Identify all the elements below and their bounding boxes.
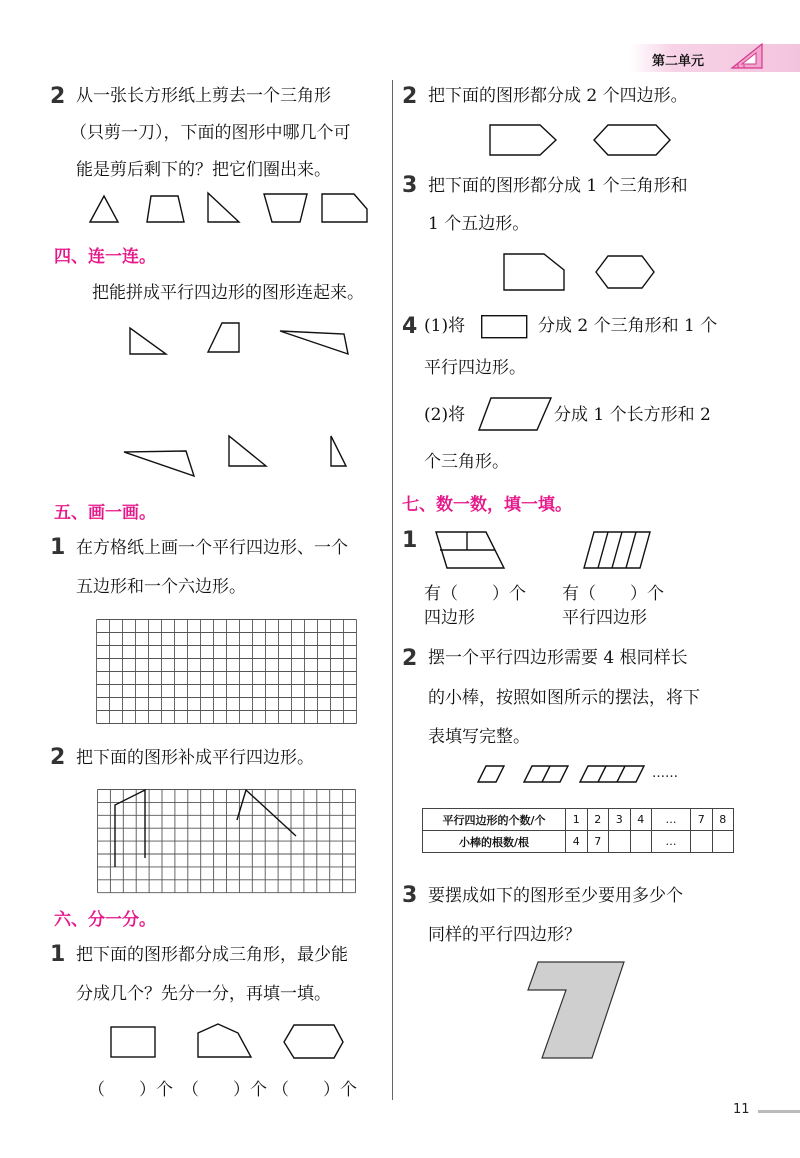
question-number: 2	[50, 745, 66, 770]
question-text: 个三角形。	[424, 452, 509, 472]
table-cell: 7	[587, 831, 609, 853]
table-cell: …	[652, 809, 691, 831]
question-text: 把下面的图形都分成三角形，最少能	[76, 945, 348, 965]
question-number: 2	[402, 84, 418, 109]
question-text: 五边形和一个六边形。	[76, 577, 246, 597]
table-cell: …	[652, 831, 691, 853]
row-header: 小棒的根数/根	[423, 831, 566, 853]
question-text: 分成 2 个三角形和 1 个	[538, 316, 718, 336]
table-cell: 1	[566, 809, 588, 831]
table-cell: 2	[587, 809, 609, 831]
question-text: (2)将	[424, 405, 466, 425]
question-text: 分成几个？先分一分，再填一填。	[76, 984, 331, 1004]
section-title: 七、数一数，填一填。	[402, 495, 572, 515]
footer-line	[758, 1110, 800, 1113]
question-text: 把下面的图形都分成 1 个三角形和	[428, 176, 688, 196]
question-number: 3	[402, 173, 418, 198]
question-text: 分成 1 个长方形和 2	[554, 405, 711, 425]
table-cell: 7	[691, 809, 713, 831]
question-text: （只剪一刀），下面的图形中哪几个可	[70, 123, 351, 143]
question-number: 3	[402, 883, 418, 908]
answer-label: 四边形	[424, 608, 475, 628]
section-title: 五、画一画。	[54, 503, 156, 523]
question-number: 2	[50, 84, 66, 109]
table-cell: 4	[566, 831, 588, 853]
answer-blank[interactable]: （ ）个	[88, 1080, 173, 1100]
answer-blank[interactable]: （ ）个	[272, 1080, 357, 1100]
question-text: 表填写完整。	[428, 727, 530, 747]
question-text: 能是剪后剩下的？把它们圈出来。	[76, 160, 331, 180]
question-number: 1	[50, 942, 66, 967]
question-text: 同样的平行四边形？	[428, 925, 581, 945]
table-cell: 4	[630, 809, 652, 831]
section-title: 六、分一分。	[54, 910, 156, 930]
question-number: 4	[402, 314, 418, 339]
question-text: 的小棒，按照如图所示的摆法，将下	[428, 688, 700, 708]
question-text: 要摆成如下的图形至少要用多少个	[428, 886, 683, 906]
row-header: 平行四边形的个数/个	[423, 809, 566, 831]
question-number: 2	[402, 646, 418, 671]
question-text: 在方格纸上画一个平行四边形、一个	[76, 538, 348, 558]
question-text: 1 个五边形。	[428, 214, 530, 234]
answer-blank[interactable]: （ ）个	[182, 1080, 267, 1100]
question-number: 1	[50, 535, 66, 560]
question-text: 从一张长方形纸上剪去一个三角形	[76, 86, 331, 106]
question-number: 1	[402, 528, 418, 553]
table-cell: 8	[712, 809, 734, 831]
question-text: 把下面的图形都分成 2 个四边形。	[428, 86, 688, 106]
question-text: 摆一个平行四边形需要 4 根同样长	[428, 648, 688, 668]
answer-blank[interactable]: 有（ ）个	[562, 584, 664, 604]
question-text: 把下面的图形补成平行四边形。	[76, 748, 314, 768]
question-text: (1)将	[424, 316, 466, 336]
instruction-text: 把能拼成平行四边形的图形连起来。	[92, 283, 364, 303]
section-title: 四、连一连。	[54, 247, 156, 267]
question-text: 平行四边形。	[424, 358, 526, 378]
unit-title: 第二单元	[652, 54, 705, 69]
answer-blank[interactable]: 有（ ）个	[424, 584, 526, 604]
table-cell: 3	[609, 809, 631, 831]
answer-label: 平行四边形	[562, 608, 647, 628]
page-number: 11	[733, 1102, 750, 1117]
ellipsis: ……	[652, 766, 678, 781]
